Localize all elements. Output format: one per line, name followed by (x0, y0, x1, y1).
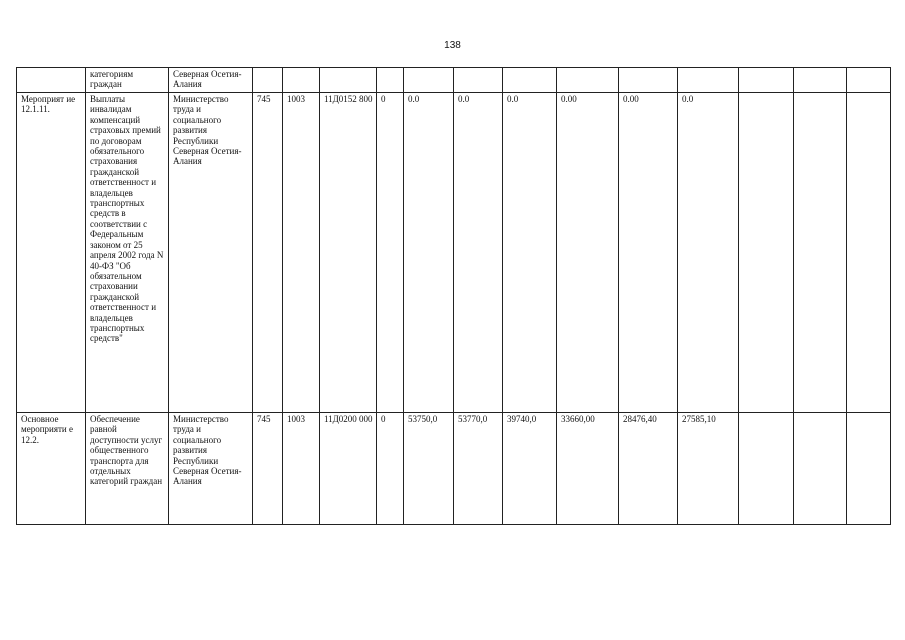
rz-pr-cell: 1003 (283, 93, 320, 413)
amount-cell: 53750,0 (404, 413, 454, 525)
amount-cell: 33660,00 (557, 413, 619, 525)
rz-pr-cell (283, 68, 320, 93)
amount-cell (619, 68, 678, 93)
csr-cell: 11Д0200 000 (320, 413, 377, 525)
amount-cell: 53770,0 (454, 413, 503, 525)
amount-cell (678, 68, 739, 93)
executor-cell: Министерство труда и социального развития Республики Северная Осетия-Алания (169, 413, 253, 525)
amount-cell (454, 68, 503, 93)
amount-cell: 0.00 (557, 93, 619, 413)
vr-cell (377, 68, 404, 93)
empty-cell (739, 413, 794, 525)
vr-cell: 0 (377, 93, 404, 413)
amount-cell: 27585,10 (678, 413, 739, 525)
empty-cell (847, 93, 891, 413)
empty-cell (847, 413, 891, 525)
budget-table (16, 67, 891, 525)
amount-cell: 0.0 (503, 93, 557, 413)
event-description-cell: Обеспечение равной доступности услуг общественного транспорта для отдельных категорий граждан (86, 413, 169, 525)
amount-cell: 39740,0 (503, 413, 557, 525)
grbs-cell: 745 (253, 93, 283, 413)
empty-cell (847, 68, 891, 93)
table-row (17, 93, 891, 413)
page-number: 138 (444, 40, 461, 51)
executor-cell: Министерство труда и социального развития Республики Северная Осетия-Алания (169, 93, 253, 413)
amount-cell: 0.0 (454, 93, 503, 413)
event-description-cell: категориям граждан (86, 68, 169, 93)
grbs-cell (253, 68, 283, 93)
event-name-cell: Мероприят ие 12.1.11. (17, 93, 86, 413)
csr-cell (320, 68, 377, 93)
event-name-cell: Основное мероприяти е 12.2. (17, 413, 86, 525)
amount-cell (404, 68, 454, 93)
empty-cell (794, 93, 847, 413)
csr-cell: 11Д0152 800 (320, 93, 377, 413)
vr-cell: 0 (377, 413, 404, 525)
table-row (17, 413, 891, 525)
empty-cell (794, 68, 847, 93)
executor-cell: Северная Осетия-Алания (169, 68, 253, 93)
amount-cell: 0.0 (404, 93, 454, 413)
event-description-cell: Выплаты инвалидам компенсаций страховых премий по договорам обязательного страхования гражданской ответственност и владельцев транспортных средств в соответствии с Федеральным законом от 25 апреля 2002 года N 40-ФЗ "Об обязательном страховании гражданской ответственност и владельцев транспортных средств" (86, 93, 169, 413)
grbs-cell: 745 (253, 413, 283, 525)
amount-cell: 0.00 (619, 93, 678, 413)
amount-cell: 0.0 (678, 93, 739, 413)
amount-cell (557, 68, 619, 93)
table-row (17, 68, 891, 93)
empty-cell (794, 413, 847, 525)
empty-cell (739, 68, 794, 93)
empty-cell (739, 93, 794, 413)
rz-pr-cell: 1003 (283, 413, 320, 525)
amount-cell: 28476,40 (619, 413, 678, 525)
event-name-cell (17, 68, 86, 93)
amount-cell (503, 68, 557, 93)
